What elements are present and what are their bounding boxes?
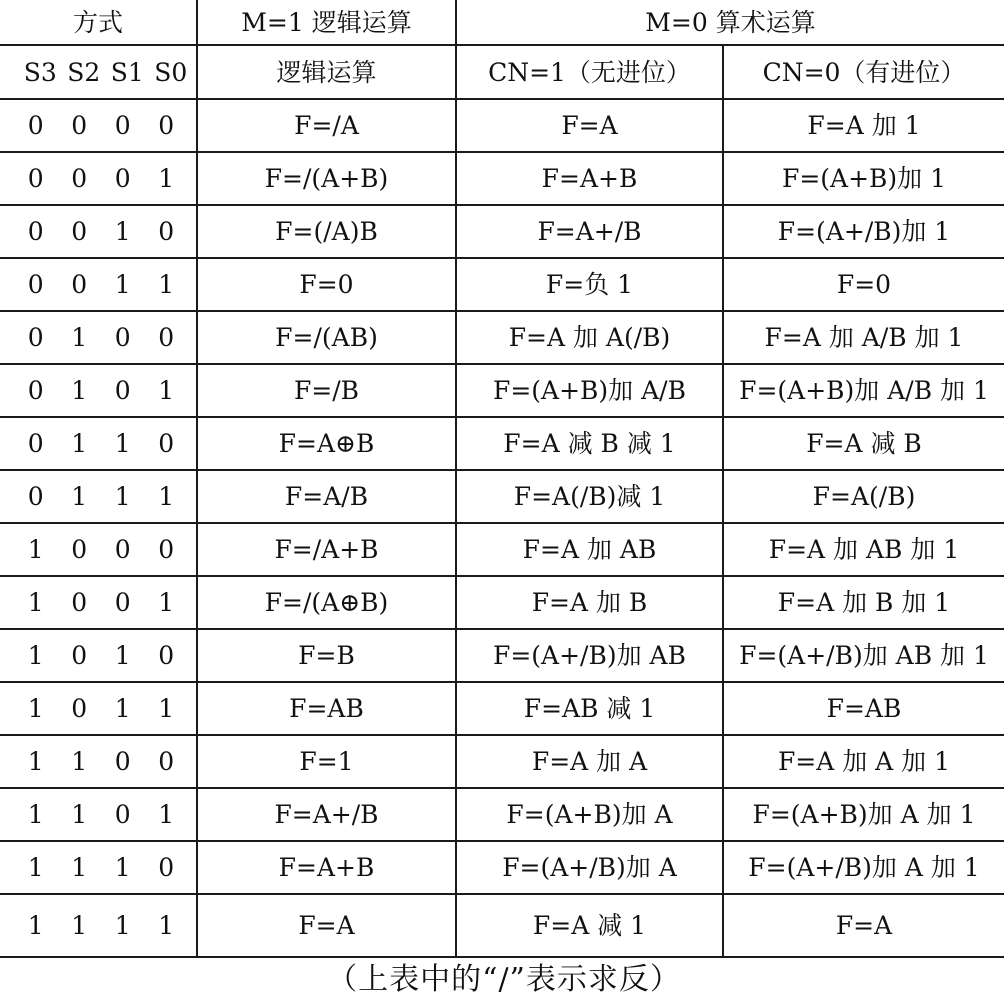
select-bit-value: 1: [27, 800, 44, 829]
select-bit-value: 0: [114, 800, 131, 829]
select-bit-value: 0: [158, 429, 175, 458]
logic-function-cell: F=/A: [197, 99, 456, 152]
select-bit-value: 1: [114, 270, 131, 299]
cn0-function-cell: F=A: [723, 894, 1004, 957]
select-bit-value: 0: [71, 641, 88, 670]
select-bit-value: 0: [114, 535, 131, 564]
logic-function-cell: F=A/B: [197, 470, 456, 523]
select-bit-value: 1: [114, 217, 131, 246]
cn1-function-cell: F=A 加 AB: [456, 523, 723, 576]
cn1-function-cell: F=A 加 A(/B): [456, 311, 723, 364]
select-bit-value: 0: [27, 270, 44, 299]
select-bit-value: 0: [158, 217, 175, 246]
select-bit-value: 1: [114, 853, 131, 882]
cn0-function-cell: F=(A+/B)加 A 加 1: [723, 841, 1004, 894]
select-bit-value: 0: [71, 111, 88, 140]
select-bit-value: 0: [158, 747, 175, 776]
select-bit-value: 1: [158, 694, 175, 723]
table-row: [0, 99, 1004, 152]
table-row: [0, 205, 1004, 258]
cn1-function-cell: F=A: [456, 99, 723, 152]
table-row: [0, 894, 1004, 957]
select-bit-value: 0: [114, 588, 131, 617]
select-bits-cell: [0, 682, 197, 735]
select-bit-value: 0: [27, 164, 44, 193]
select-bits-cell: [0, 576, 197, 629]
select-bit-value: 1: [114, 429, 131, 458]
cn0-function-cell: F=AB: [723, 682, 1004, 735]
select-bit-value: 0: [114, 164, 131, 193]
logic-function-cell: F=A+B: [197, 841, 456, 894]
select-bit-value: 1: [71, 911, 88, 940]
select-bit-value: 0: [27, 217, 44, 246]
cn0-function-cell: F=(A+B)加 A/B 加 1: [723, 364, 1004, 417]
header-row-sub: [0, 45, 1004, 99]
select-bit-value: 0: [71, 588, 88, 617]
select-bits-cell: [0, 470, 197, 523]
cn1-function-cell: F=负 1: [456, 258, 723, 311]
select-bit-value: 0: [158, 641, 175, 670]
table-row: [0, 788, 1004, 841]
select-bits-cell: [0, 364, 197, 417]
select-bit-value: 1: [158, 482, 175, 511]
logic-function-cell: F=/A+B: [197, 523, 456, 576]
logic-sub-header: 逻辑运算: [197, 45, 456, 99]
cn1-function-cell: F=A+B: [456, 152, 723, 205]
table-row: [0, 523, 1004, 576]
logic-function-cell: F=/(AB): [197, 311, 456, 364]
cn1-sub-header: CN=1（无进位）: [456, 45, 723, 99]
cn0-function-cell: F=A 加 1: [723, 99, 1004, 152]
table-row: [0, 576, 1004, 629]
table-row: [0, 682, 1004, 735]
select-bit-value: 0: [71, 217, 88, 246]
select-bit-value: 0: [114, 323, 131, 352]
select-bit-value: 1: [158, 800, 175, 829]
logic-function-cell: F=B: [197, 629, 456, 682]
logic-function-cell: F=A⊕B: [197, 417, 456, 470]
select-bit-value: 1: [158, 376, 175, 405]
select-bit-value: 0: [114, 747, 131, 776]
select-bit-label: S0: [154, 57, 188, 87]
select-bit-value: 1: [71, 376, 88, 405]
cn0-function-cell: F=A 加 B 加 1: [723, 576, 1004, 629]
logic-function-cell: F=/(A+B): [197, 152, 456, 205]
select-bit-value: 1: [71, 323, 88, 352]
select-bit-value: 0: [27, 323, 44, 352]
select-bit-value: 0: [71, 270, 88, 299]
table-row: [0, 258, 1004, 311]
cn0-function-cell: F=(A+B)加 1: [723, 152, 1004, 205]
cn1-function-cell: F=(A+B)加 A/B: [456, 364, 723, 417]
select-bit-value: 1: [27, 535, 44, 564]
select-bit-value: 0: [114, 376, 131, 405]
table-row: [0, 311, 1004, 364]
cn0-function-cell: F=0: [723, 258, 1004, 311]
cn1-function-cell: F=A+/B: [456, 205, 723, 258]
cn1-function-cell: F=A 减 1: [456, 894, 723, 957]
select-bit-value: 0: [27, 111, 44, 140]
select-bit-value: 1: [27, 588, 44, 617]
select-bit-label: S2: [67, 57, 101, 87]
select-bit-value: 0: [158, 853, 175, 882]
cn0-function-cell: F=(A+B)加 A 加 1: [723, 788, 1004, 841]
select-bits-cell: [0, 152, 197, 205]
select-bits-cell: [0, 629, 197, 682]
mode-header: 方式: [0, 0, 197, 45]
cn0-function-cell: F=A 减 B: [723, 417, 1004, 470]
select-bits-cell: [0, 841, 197, 894]
select-bit-value: 1: [114, 911, 131, 940]
select-bit-value: 1: [71, 747, 88, 776]
select-bit-value: 1: [158, 270, 175, 299]
cn1-function-cell: F=A 加 A: [456, 735, 723, 788]
select-bit-value: 1: [114, 482, 131, 511]
cn1-function-cell: F=A 加 B: [456, 576, 723, 629]
logic-function-cell: F=/B: [197, 364, 456, 417]
cn0-function-cell: F=A(/B): [723, 470, 1004, 523]
select-bit-value: 1: [71, 853, 88, 882]
select-bits-cell: [0, 205, 197, 258]
logic-function-cell: F=A+/B: [197, 788, 456, 841]
logic-function-cell: F=0: [197, 258, 456, 311]
select-bit-value: 1: [158, 588, 175, 617]
cn1-function-cell: F=(A+B)加 A: [456, 788, 723, 841]
cn0-function-cell: F=(A+/B)加 1: [723, 205, 1004, 258]
select-bits-cell: [0, 99, 197, 152]
header-row-groups: [0, 0, 1004, 45]
table-row: [0, 417, 1004, 470]
select-bit-value: 0: [158, 535, 175, 564]
select-bit-value: 1: [114, 694, 131, 723]
table-row: [0, 841, 1004, 894]
table-row: [0, 152, 1004, 205]
select-bits-cell: [0, 523, 197, 576]
select-bit-value: 1: [158, 164, 175, 193]
select-bits-header: [0, 45, 197, 99]
select-bit-value: 1: [71, 482, 88, 511]
select-bit-value: 1: [114, 641, 131, 670]
select-bit-value: 1: [158, 911, 175, 940]
cn0-sub-header: CN=0（有进位）: [723, 45, 1004, 99]
select-bit-value: 1: [27, 911, 44, 940]
cn0-function-cell: F=A 加 AB 加 1: [723, 523, 1004, 576]
select-bit-value: 0: [27, 429, 44, 458]
select-bits-cell: [0, 417, 197, 470]
select-bit-value: 1: [27, 641, 44, 670]
select-bit-value: 1: [27, 853, 44, 882]
select-bit-value: 0: [158, 323, 175, 352]
table-row: [0, 470, 1004, 523]
logic-function-cell: F=/(A⊕B): [197, 576, 456, 629]
logic-function-cell: F=(/A)B: [197, 205, 456, 258]
select-bit-value: 0: [114, 111, 131, 140]
logic-function-cell: F=1: [197, 735, 456, 788]
cn1-function-cell: F=A 减 B 减 1: [456, 417, 723, 470]
select-bit-label: S1: [110, 57, 144, 87]
select-bit-value: 1: [71, 429, 88, 458]
table-row: [0, 364, 1004, 417]
select-bit-value: 0: [71, 535, 88, 564]
table-row: [0, 629, 1004, 682]
cn1-function-cell: F=(A+/B)加 AB: [456, 629, 723, 682]
cn1-function-cell: F=AB 减 1: [456, 682, 723, 735]
logic-function-cell: F=A: [197, 894, 456, 957]
select-bit-value: 0: [158, 111, 175, 140]
select-bits-cell: [0, 788, 197, 841]
cn1-function-cell: F=(A+/B)加 A: [456, 841, 723, 894]
logic-function-cell: F=AB: [197, 682, 456, 735]
select-bit-value: 0: [27, 482, 44, 511]
select-bits-cell: [0, 894, 197, 957]
select-bits-cell: [0, 258, 197, 311]
cn1-function-cell: F=A(/B)减 1: [456, 470, 723, 523]
table-footnote: （上表中的“/”表示求反）: [327, 962, 681, 997]
arith-group-header: M=0 算术运算: [456, 0, 1004, 45]
select-bit-label: S3: [23, 57, 57, 87]
select-bit-value: 1: [71, 800, 88, 829]
select-bit-value: 0: [71, 694, 88, 723]
select-bit-value: 1: [27, 747, 44, 776]
table-row: [0, 735, 1004, 788]
select-bit-value: 0: [71, 164, 88, 193]
cn0-function-cell: F=A 加 A 加 1: [723, 735, 1004, 788]
cn0-function-cell: F=(A+/B)加 AB 加 1: [723, 629, 1004, 682]
select-bits-cell: [0, 311, 197, 364]
logic-group-header: M=1 逻辑运算: [197, 0, 456, 45]
cn0-function-cell: F=A 加 A/B 加 1: [723, 311, 1004, 364]
select-bits-cell: [0, 735, 197, 788]
select-bit-value: 1: [27, 694, 44, 723]
select-bit-value: 0: [27, 376, 44, 405]
